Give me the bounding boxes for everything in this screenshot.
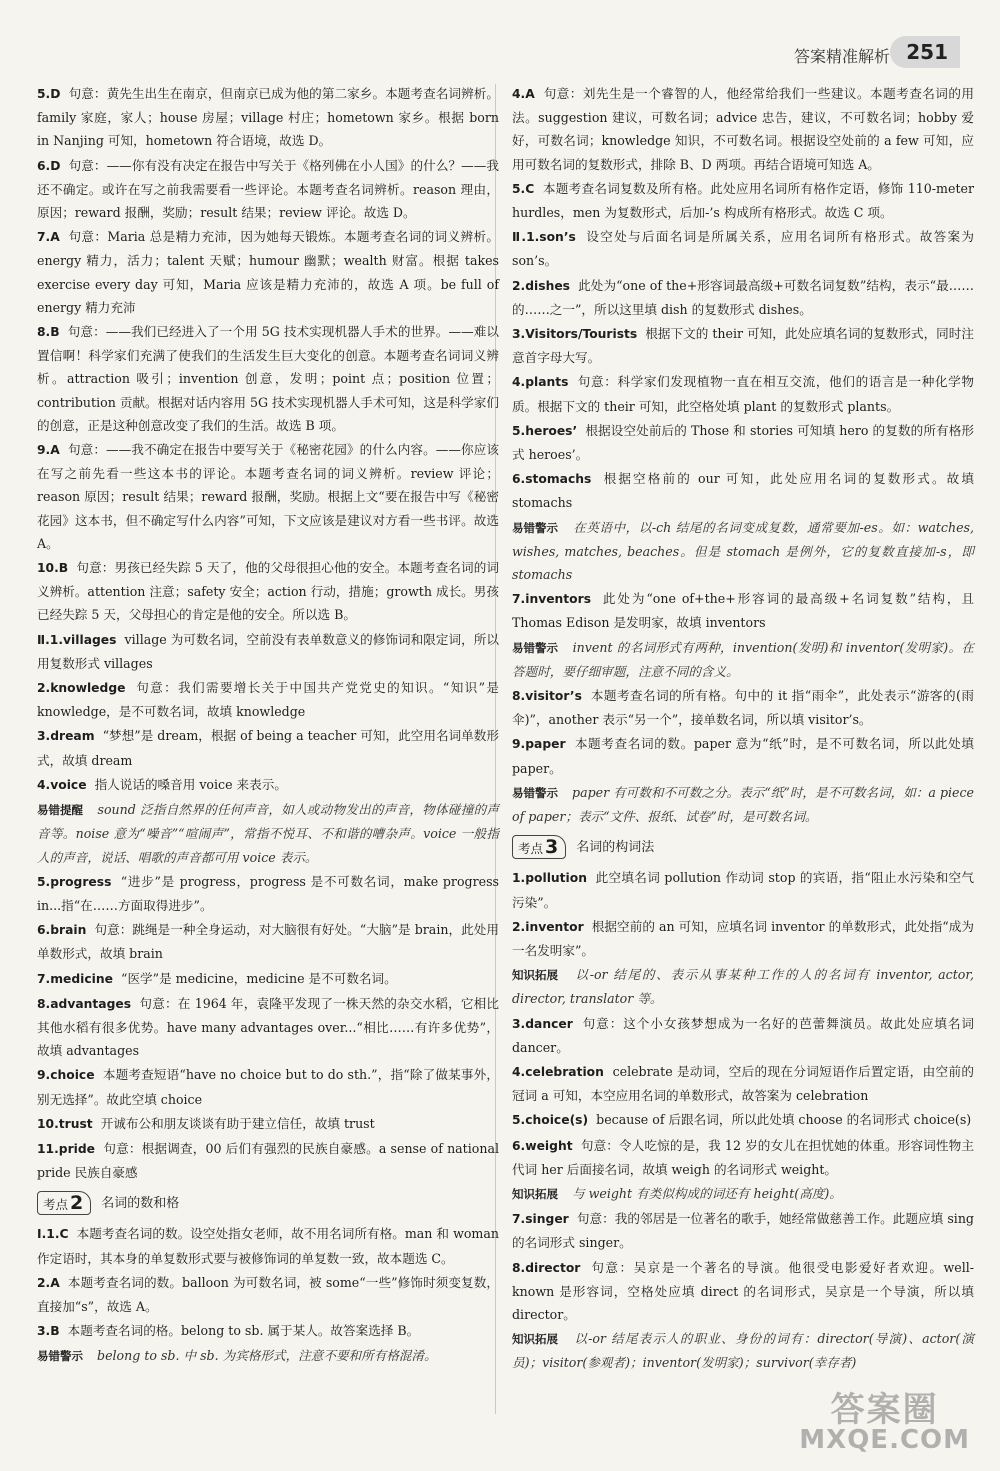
answer-text: 句意：男孩已经失踪 5 天了，他的父母很担心他的安全。本题考查名词的词义辨析。attention 注意；safety 安全；action 行动，措施；growth 成长。男孩已经失踪 5 天，父母担心的肯定是他的安全。所以选 B。 [37, 560, 499, 623]
answer-number: 6.weight [512, 1138, 573, 1153]
answer-text: 本题考查名词的数。balloon 为可数名词，被 some“一些”修饰时须变复数，直接加“s”，故选 A。 [37, 1274, 499, 1314]
section-title: 名词的数和格 [101, 1195, 180, 1211]
answer-text: 句意：黄先生出生在南京，但南京已成为他的第二家乡。本题考查名词辨析。family 家庭，家人；house 房屋；village 村庄；hometown 家乡。根据 born in Nanjing 可知，hometown 符合语境，故选 D。 [37, 86, 500, 149]
section-heading-2 [37, 1190, 499, 1216]
answer-text: 句意：在 1964 年，袁隆平发现了一株天然的杂交水稻，它相比其他水稻有很多优势。have many advantages over...“相比……有许多优势”，故填 advantages [37, 995, 499, 1059]
header-title: 答案精准解析 [793, 47, 890, 66]
answer-item [37, 1271, 499, 1318]
answer-item [512, 419, 974, 466]
answer-number: 7.singer [512, 1212, 569, 1227]
section-badge-label: 考点 [518, 841, 544, 857]
left-answer-list-2 [37, 1222, 499, 1368]
answer-text: paper 有可数和不可数之分。表示“纸”时，是不可数名词，如：a piece of paper；表示“文件、报纸、试卷”时，是可数名词。 [512, 784, 975, 825]
answer-number: 10.trust [37, 1116, 93, 1131]
note-tag: 易错警示 [37, 1349, 83, 1364]
watermark-top: 答案圈 [830, 1390, 939, 1430]
answer-text: 以-or 结尾的、表示从事某种工作的人的名词有 inventor, actor, director, translator 等。 [512, 967, 974, 1007]
page-number: 251 [890, 36, 960, 68]
answer-item [512, 467, 974, 514]
answer-number: 2.A [37, 1275, 60, 1290]
watermark-logo [799, 1390, 970, 1455]
answer-text: 开诚布公和朋友谈谈有助于建立信任，故填 trust [100, 1115, 375, 1131]
answer-number: 3.B [37, 1324, 60, 1339]
answer-number: 2.dishes [512, 278, 570, 293]
answer-text: 本题考查名词的格。belong to sb. 属于某人。故答案选择 B。 [67, 1323, 420, 1339]
answer-text: because of 后跟名词，所以此处填 choose 的名词形式 choice(s) [596, 1112, 972, 1128]
note-item [512, 1182, 974, 1206]
answer-text: 句意：Maria 总是精力充沛，因为她每天锻炼。本题考查名词的词义辨析。energy 精力，活力；talent 天赋；humour 幽默；wealth 财富。根据 takes exercise every day 可知，Maria 应该是精力充沛的，故选 A 项。be full of energy 精力充沛 [37, 229, 499, 315]
right-column [512, 82, 974, 1376]
section-badge [37, 1191, 91, 1215]
answer-item [512, 225, 974, 272]
answer-item [37, 676, 499, 723]
answer-text: invent 的名词形式有两种，invention(发明)和 inventor(发明家)。在答题时，要仔细审题，注意不同的含义。 [512, 639, 974, 679]
answer-text: 本题考查名词的数。paper 意为“纸”时，是不可数名词，所以此处填 paper。 [512, 736, 974, 776]
answer-number: 3.dancer [512, 1016, 573, 1031]
answer-item [512, 866, 974, 913]
answer-item [37, 438, 499, 555]
answer-item [37, 773, 499, 797]
answer-number: 7.medicine [37, 971, 113, 986]
answer-item [512, 732, 974, 779]
answer-text: 句意：跳绳是一种全身运动，对大脑很有好处。“大脑”是 brain，此处用单数形式，故填 brain [37, 922, 499, 962]
answer-text: belong to sb. 中 sb. 为宾格形式，注意不要和所有格混淆。 [97, 1348, 437, 1364]
note-item [512, 516, 974, 587]
answer-text: 句意：我们需要增长关于中国共产党党史的知识。“知识”是 knowledge，是不可数名词，故填 knowledge [37, 680, 499, 720]
answer-item [37, 1222, 499, 1269]
answer-number: 11.pride [37, 1141, 96, 1156]
answer-number: 5.heroes’ [512, 423, 578, 438]
answer-item [512, 1207, 974, 1254]
note-item [512, 781, 974, 828]
answer-number: 8.visitor’s [512, 689, 582, 704]
answer-text: 本题考查名词的数。设空处指女老师，故不用名词所有格。man 和 woman 作定语时，其本身的单复数形式要与被修饰词的单复数一致，故本题选 C。 [37, 1226, 499, 1266]
answer-item [512, 587, 974, 634]
answer-number: 3.Visitors/Tourists [512, 327, 638, 342]
answer-text: 句意：我的邻居是一位著名的歌手，她经常做慈善工作。此题应填 sing 的名词形式 singer。 [512, 1211, 974, 1251]
answer-item [37, 870, 499, 917]
note-item [512, 636, 974, 683]
section-title: 名词的构词法 [576, 839, 655, 855]
note-tag: 易错警示 [512, 785, 558, 800]
answer-number: 3.dream [37, 729, 95, 744]
answer-text: “梦想”是 dream，根据 of being a teacher 可知，此空用名词单数形式，故填 dream [37, 728, 499, 768]
answer-text: 此处为“one of+the+形容词的最高级+名词复数”结构，且 Thomas Edison 是发明家，故填 inventors [512, 591, 974, 631]
answer-number: 4.celebration [512, 1064, 604, 1079]
answer-text: 此处为“one of the+形容词最高级+可数名词复数”结构，表示“最……的……之一”，所以这里填 dish 的复数形式 dishes。 [512, 277, 974, 317]
answer-item [37, 1319, 499, 1343]
answer-text: 在英语中，以-ch 结尾的名词变成复数，通常要加-es。如：watches, wishes, matches, beaches。但是 stomach 是例外，它的复数直接加-s，即 stomachs [512, 519, 974, 583]
answer-number: 1.pollution [512, 871, 587, 886]
answer-text: 句意：令人吃惊的是，我 12 岁的女儿在担忧她的体重。形容词性物主代词 her 后面接名词，故填 weigh 的名词形式 weight。 [512, 1137, 974, 1177]
answer-number: 6.D [37, 158, 61, 173]
answer-item [512, 322, 974, 369]
answer-number: 9.choice [37, 1068, 95, 1083]
answer-text: 此空填名词 pollution 作动词 stop 的宾语，指“阻止水污染和空气污染”。 [512, 870, 974, 910]
answer-number: 5.C [512, 181, 535, 196]
answer-text: sound 泛指自然界的任何声音，如人或动物发出的声音，物体碰撞的声音等。noise 意为“噪音”“喧闹声”，常指不悦耳、不和谐的嘈杂声。voice 一般指人的声音，说话、唱歌的声音都可用 voice 表示。 [37, 802, 499, 865]
answer-item [37, 82, 499, 153]
answer-item [512, 1108, 974, 1132]
note-item [512, 1327, 974, 1374]
answer-number: Ⅰ.1.C [37, 1227, 69, 1242]
answer-number: 4.voice [37, 777, 87, 792]
answer-text: 句意：吴京是一个著名的导演。他很受电影爱好者欢迎。well-known 是形容词，空格处应填 direct 的名词形式，吴京是一个导演，所以填 director。 [512, 1259, 974, 1322]
answer-number: 8.B [37, 325, 60, 340]
answer-text: 句意：刘先生是一个睿智的人，他经常给我们一些建议。本题考查名词的用法。suggestion 建议，可数名词；advice 忠告，建议，不可数名词；hobby 爱好，可数名词；knowledge 知识，不可数名词。根据设空处前的 a few 可知，应用可数名词的复数形式，排除 B、D 两项。再结合语境可知选 A。 [512, 86, 975, 172]
section-badge [512, 835, 566, 859]
answer-number: 5.choice(s) [512, 1113, 589, 1128]
page-header [0, 36, 960, 76]
answer-item [512, 1060, 974, 1107]
answer-item [512, 1134, 974, 1181]
note-tag: 知识拓展 [512, 1186, 558, 1201]
note-item [37, 798, 499, 869]
answer-text: 设空处与后面名词是所属关系，应用名词所有格形式。故答案为 son’s。 [512, 229, 975, 269]
answer-text: “进步”是 progress，progress 是不可数名词，make progress in...指“在……方面取得进步”。 [37, 873, 499, 913]
answer-text: celebrate 是动词，空后的现在分词短语作后置定语，由空前的冠词 a 可知，本空应用名词的单数形式，故答案为 celebration [512, 1063, 974, 1104]
answer-text: 指人说话的嗓音用 voice 来表示。 [94, 776, 287, 792]
answer-item [512, 177, 974, 224]
answer-item [37, 154, 499, 225]
right-answer-list-2 [512, 866, 974, 1374]
answer-text: 根据下文的 their 可知，此处应填名词的复数形式，同时注意首字母大写。 [512, 326, 974, 366]
answer-item [37, 918, 499, 965]
right-answer-list [512, 82, 974, 828]
answer-number: 10.B [37, 561, 69, 576]
answer-number: 5.progress [37, 874, 112, 889]
section-heading-3 [512, 834, 974, 860]
note-item [37, 1344, 499, 1368]
answer-text: 根据设空处前后的 Those 和 stories 可知填 hero 的复数的所有格形式 heroes’。 [512, 422, 975, 463]
answer-item [512, 82, 974, 176]
answer-number: 7.inventors [512, 592, 592, 607]
answer-item [37, 992, 499, 1063]
answer-text: 本题考查名词复数及所有格。此处应用名词所有格作定语，修饰 110-meter hurdles，men 为复数形式，后加-’s 构成所有格形式。故选 C 项。 [512, 180, 974, 221]
answer-number: 6.stomachs [512, 472, 592, 487]
answer-number: Ⅱ.1.son’s [512, 230, 576, 245]
answer-number: 5.D [37, 87, 61, 101]
answer-number: 2.knowledge [37, 681, 126, 696]
section-badge-number: 3 [545, 836, 559, 859]
answer-item [512, 915, 974, 962]
note-tag: 易错警示 [512, 520, 558, 535]
note-tag: 知识拓展 [512, 1332, 558, 1347]
answer-item [512, 1012, 974, 1059]
answer-number: 9.paper [512, 737, 566, 752]
answer-text: 句意：——我不确定在报告中要写关于《秘密花园》的什么内容。——你应该在写之前先看一些这本书的评论。本题考查名词的词义辨析。review 评论；reason 原因；result 结果；reward 报酬，奖励。根据上文“要在报告中写《秘密花园》这本书，但不确定写什么内容”可知，下文应该是建议对方看一些书评。故选 A。 [37, 442, 500, 551]
answer-text: 句意：根据调查，00 后们有强烈的民族自豪感。a sense of national pride 民族自豪感 [37, 1140, 500, 1181]
answer-text: “医学”是 medicine，medicine 是不可数名词。 [121, 970, 397, 986]
section-badge-label: 考点 [43, 1197, 69, 1213]
section-badge-number: 2 [70, 1192, 84, 1215]
answer-item [37, 225, 499, 319]
answer-number: 2.inventor [512, 919, 584, 934]
watermark-bottom: MXQE.COM [799, 1425, 970, 1455]
answer-text: 句意：科学家们发现植物一直在相互交流，他们的语言是一种化学物质。根据下文的 their 可知，此空格处填 plant 的复数形式 plants。 [512, 374, 974, 414]
answer-text: 句意：——你有没有决定在报告中写关于《格列佛在小人国》的什么？——我还不确定。或许在写之前我需要看一些评论。本题考查名词辨析。reason 理由，原因；reward 报酬，奖励；result 结果；review 评论。故选 D。 [37, 157, 499, 221]
answer-text: 本题考查名词的所有格。句中的 it 指“雨伞”，此处表示“游客的(雨伞)”，another 表示“另一个”，接单数名词，所以填 visitor’s。 [512, 688, 974, 728]
answer-item [512, 274, 974, 321]
answer-item [512, 684, 974, 731]
answer-text: 与 weight 有类似构成的词还有 height(高度)。 [572, 1185, 842, 1201]
answer-number: Ⅱ.1.villages [37, 632, 117, 647]
answer-item [37, 967, 499, 991]
answer-text: 根据空格前的 our 可知，此处应用名词的复数形式。故填 stomachs [512, 471, 974, 511]
answer-item [37, 628, 499, 675]
answer-text: village 为可数名词，空前没有表单数意义的修饰词和限定词，所以用复数形式 villages [37, 631, 499, 671]
note-tag: 知识拓展 [512, 968, 558, 983]
answer-number: 4.plants [512, 375, 569, 390]
answer-item [512, 1256, 974, 1327]
answer-number: 8.advantages [37, 996, 132, 1011]
answer-item [37, 1137, 499, 1184]
note-tag: 易错警示 [512, 640, 558, 655]
answer-item [37, 1063, 499, 1110]
answer-number: 4.A [512, 87, 535, 101]
answer-text: 本题考查短语“have no choice but to do sth.”，指“除了做某事外，别无选择”。故此空填 choice [37, 1067, 499, 1107]
answer-text: 句意：——我们已经进入了一个用 5G 技术实现机器人手术的世界。——难以置信啊！科学家们充满了使我们的生活发生巨大变化的创意。本题考查名词词义辨析。attraction 吸引；invention 创意，发明；point 点；position 位置；contribution 贡献。根据对话内容用 5G 技术实现机器人手术可知，这是科学家们的创意，正是这种创意改变了我们的生活。故选 B 项。 [37, 324, 499, 433]
answer-number: 7.A [37, 230, 60, 245]
answer-item [512, 370, 974, 417]
answer-item [37, 1112, 499, 1136]
answer-item [37, 556, 499, 627]
left-column [37, 82, 499, 1370]
answer-item [37, 320, 499, 437]
answer-text: 句意：这个小女孩梦想成为一名好的芭蕾舞演员。故此处应填名词 dancer。 [512, 1015, 974, 1055]
note-item [512, 963, 974, 1010]
answer-item [37, 724, 499, 771]
answer-number: 6.brain [37, 923, 87, 938]
answer-text: 以-or 结尾表示人的职业、身份的词有：director(导演)、actor(演员)；visitor(参观者)；inventor(发明家)；survivor(幸存者) [512, 1331, 974, 1371]
answer-number: 9.A [37, 443, 60, 458]
answer-text: 根据空前的 an 可知，应填名词 inventor 的单数形式，此处指“成为一名发明家”。 [512, 918, 974, 958]
left-answer-list [37, 82, 499, 1184]
answer-number: 8.director [512, 1260, 581, 1275]
note-tag: 易错提醒 [37, 803, 83, 818]
